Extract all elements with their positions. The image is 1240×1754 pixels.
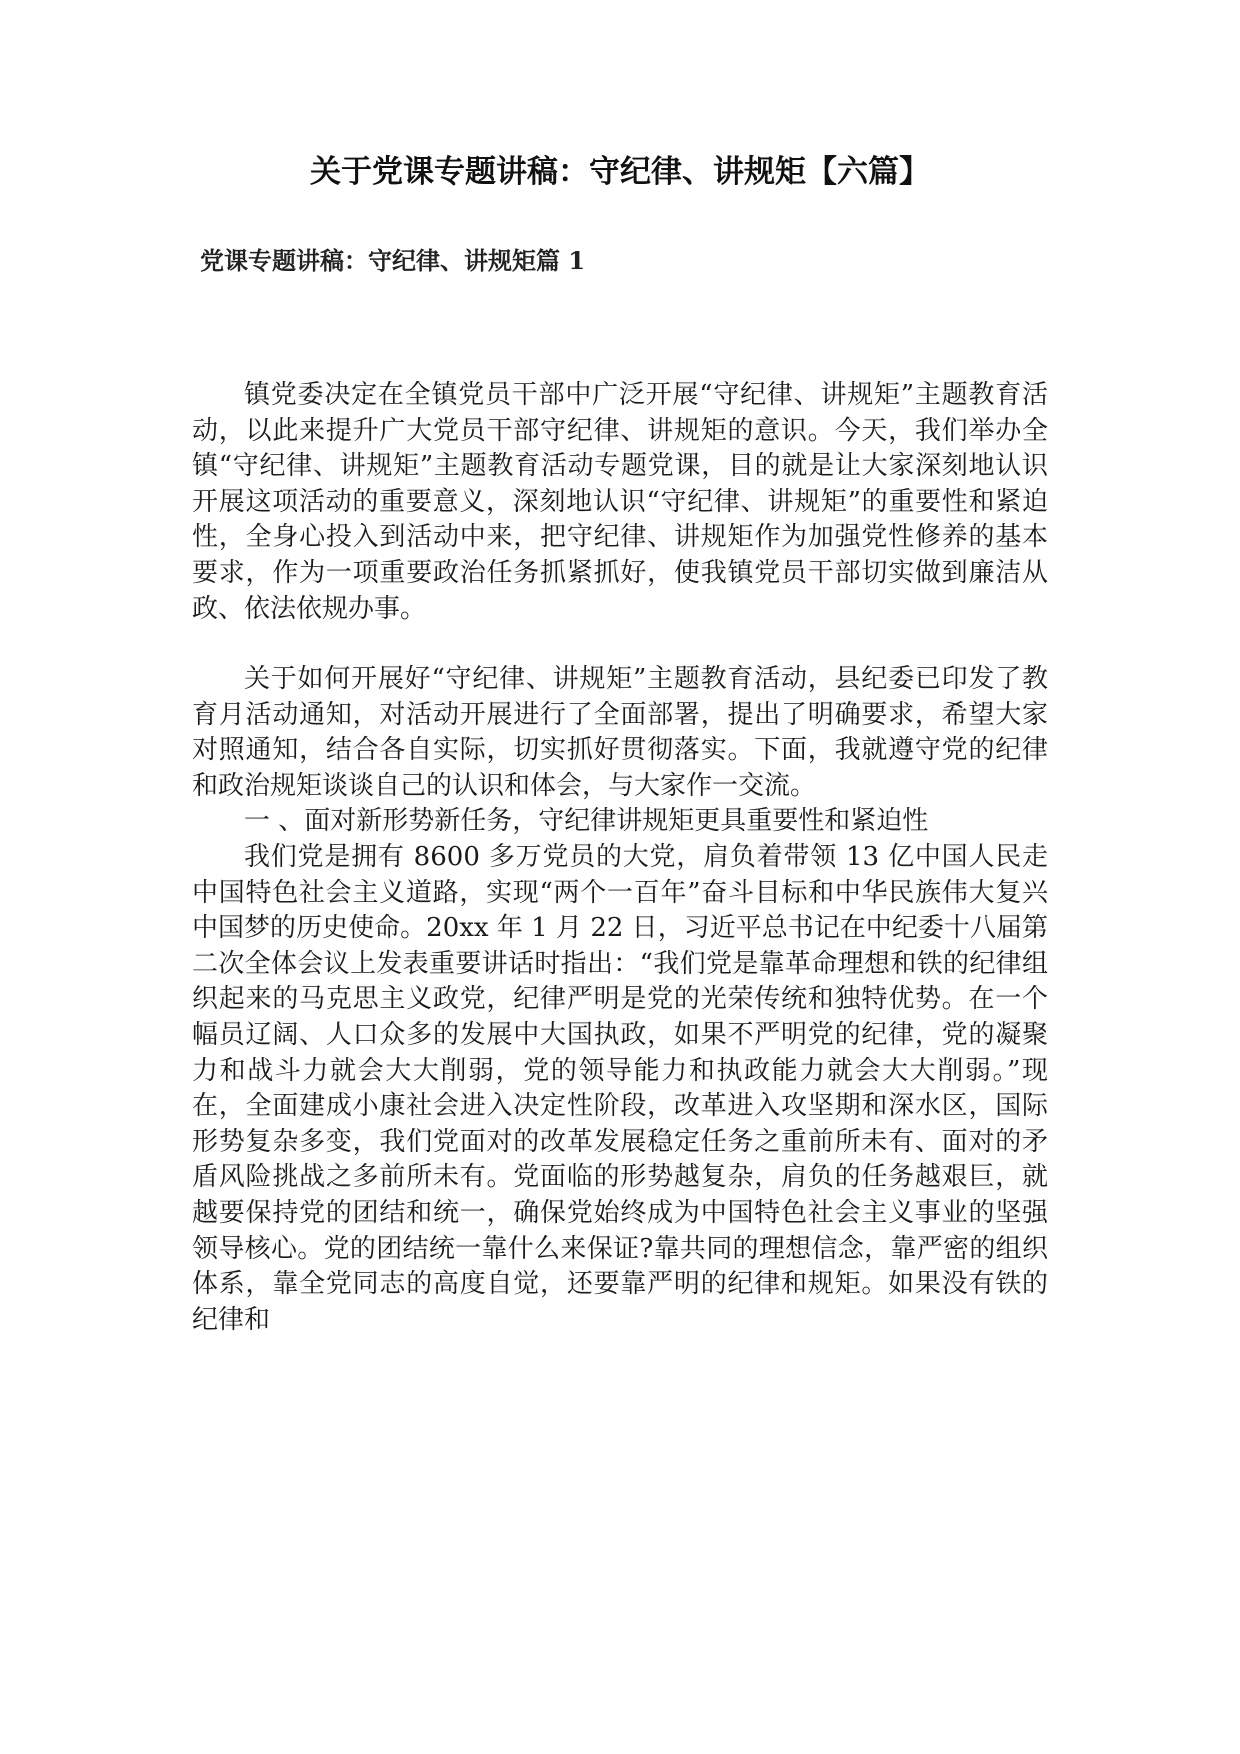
body-paragraph-3: 我们党是拥有 8600 多万党员的大党，肩负着带领 13 亿中国人民走中国特色社会主义道路，实现“两个一百年”奋斗目标和中华民族伟大复兴中国梦的历史使命。20xx 年 1 月 22 日，习近平总书记在中纪委十八届第二次全体会议上发表重要讲话时指出：“我们党是靠革命理想和铁的纪律组织起来的马克思主义政党，纪律严明是党的光荣传统和独特优势。在一个幅员辽阔、人口众多的发展中大国执政，如果不严明党的纪律，党的凝聚力和战斗力就会大大削弱，党的领导能力和执政能力就会大大削弱。”现在，全面建成小康社会进入决定性阶段，改革进入攻坚期和深水区，国际形势复杂多变，我们党面对的改革发展稳定任务之重前所未有、面对的矛盾风险挑战之多前所未有。党面临的形势越复杂，肩负的任务越艰巨，就越要保持党的团结和统一，确保党始终成为中国特色社会主义事业的坚强领导核心。党的团结统一靠什么来保证?靠共同的理想信念，靠严密的组织体系，靠全党同志的高度自觉，还要靠严明的纪律和规矩。如果没有铁的纪律和: [192, 842, 1048, 1335]
section-title: 党课专题讲稿：守纪律、讲规矩篇 1: [200, 246, 586, 275]
subheading-1: 一 、面对新形势新任务，守纪律讲规矩更具重要性和紧迫性: [244, 806, 929, 836]
document-title: 关于党课专题讲稿：守纪律、讲规矩【六篇】: [310, 154, 930, 190]
body-paragraph-1: 镇党委决定在全镇党员干部中广泛开展“守纪律、讲规矩”主题教育活动，以此来提升广大党员干部守纪律、讲规矩的意识。今天，我们举办全镇“守纪律、讲规矩”主题教育活动专题党课，目的就是让大家深刻地认识开展这项活动的重要意义，深刻地认识“守纪律、讲规矩”的重要性和紧迫性，全身心投入到活动中来，把守纪律、讲规矩作为加强党性修养的基本要求，作为一项重要政治任务抓紧抓好，使我镇党员干部切实做到廉洁从政、依法依规办事。: [192, 380, 1048, 624]
body-paragraph-2: 关于如何开展好“守纪律、讲规矩”主题教育活动，县纪委已印发了教育月活动通知，对活动开展进行了全面部署，提出了明确要求，希望大家对照通知，结合各自实际，切实抓好贯彻落实。下面，我就遵守党的纪律和政治规矩谈谈自己的认识和体会，与大家作一交流。: [192, 664, 1048, 801]
